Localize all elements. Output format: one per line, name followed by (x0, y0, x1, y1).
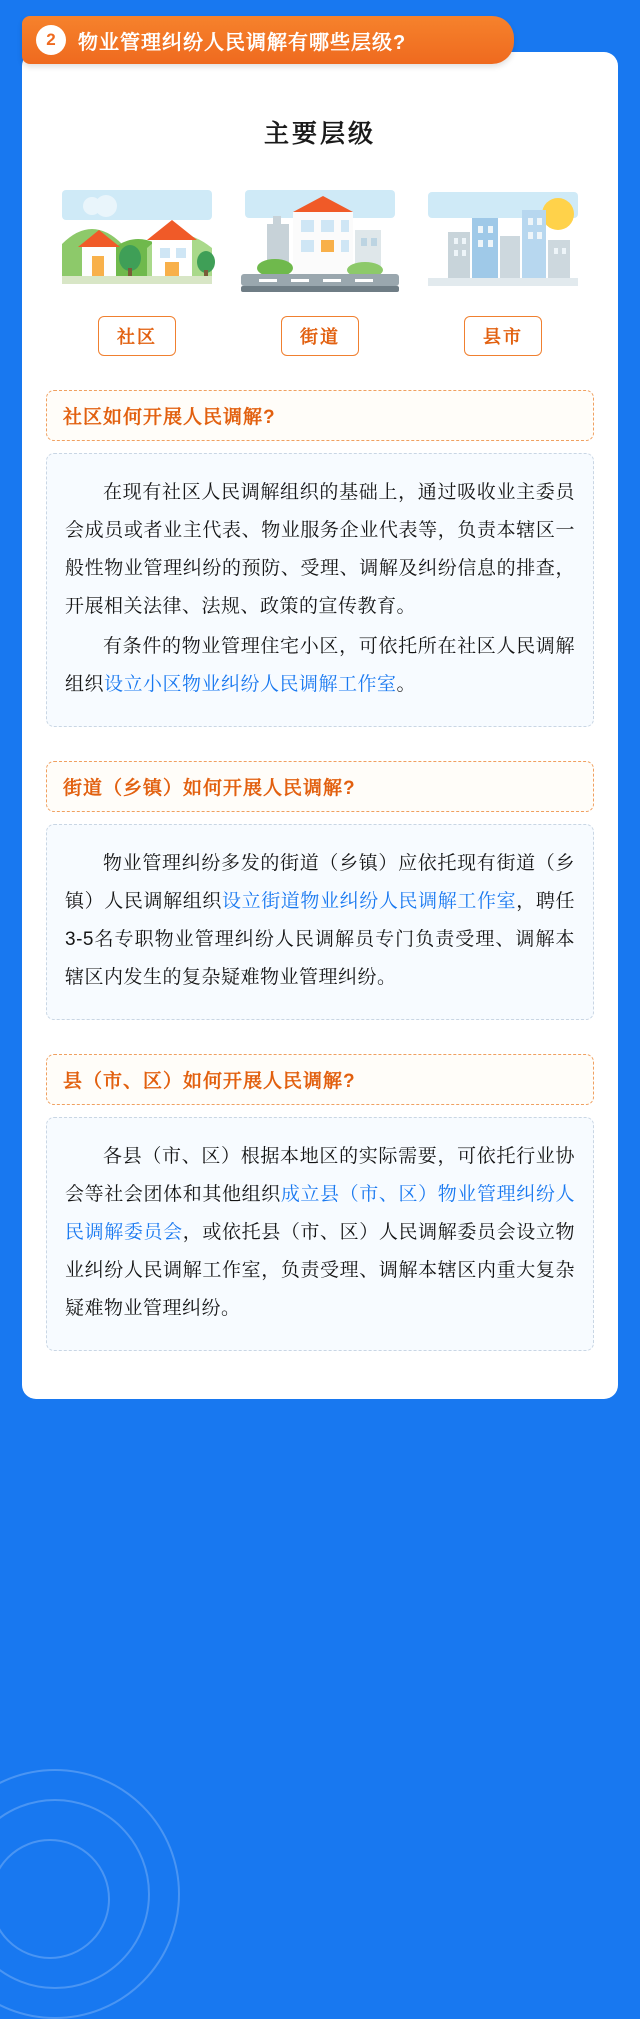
decorative-ring (0, 1799, 150, 1989)
section-title-county: 县（市、区）如何开展人民调解? (46, 1054, 594, 1105)
street-buildings-illustration-svg (235, 184, 405, 302)
level-label-community: 社区 (98, 316, 176, 356)
street-buildings-illustration (235, 184, 405, 302)
content-card (22, 52, 618, 1399)
city-skyline-illustration-svg (418, 184, 588, 302)
highlighted-text: 成立县（市、区）物业管理纠纷人民调解委员会 (65, 1184, 575, 1243)
decorative-ring (0, 1839, 110, 1959)
paragraph (65, 628, 575, 704)
highlighted-text: 设立小区物业纠纷人民调解工作室 (104, 674, 397, 695)
section-body-county (46, 1117, 594, 1351)
body-text: 。 (396, 674, 417, 695)
village-illustration (52, 184, 222, 302)
header-title: 物业管理纠纷人民调解有哪些层级? (78, 31, 407, 54)
body-text: ，聘任3-5名专职物业管理纠纷人民调解员专门负责受理、调解本辖区内发生的复杂疑难物业管理纠纷。 (65, 891, 575, 988)
level-label-street: 街道 (281, 316, 359, 356)
section-title-community: 社区如何开展人民调解? (46, 390, 594, 441)
level-item-county[interactable] (418, 184, 588, 356)
level-item-community[interactable] (52, 184, 222, 356)
paragraph (65, 1138, 575, 1328)
body-text: 有条件的物业管理住宅小区，可依托所在社区人民调解组织 (65, 636, 575, 695)
body-text: ，或依托县（市、区）人民调解委员会设立物业纠纷人民调解工作室，负责受理、调解本辖区内重大复杂疑难物业管理纠纷。 (65, 1222, 575, 1319)
section-county (46, 1054, 594, 1351)
header-banner (22, 16, 514, 64)
body-text: 在现有社区人民调解组织的基础上，通过吸收业主委员会成员或者业主代表、物业服务企业代表等，负责本辖区一般性物业管理纠纷的预防、受理、调解及纠纷信息的排查，开展相关法律、法规、政策的宣传教育。 (65, 482, 575, 617)
section-title-street: 街道（乡镇）如何开展人民调解? (46, 761, 594, 812)
section-street (46, 761, 594, 1020)
section-community (46, 390, 594, 727)
paragraph (65, 474, 575, 626)
paragraph (65, 845, 575, 997)
decorative-ring (0, 1769, 180, 2019)
city-skyline-illustration (418, 184, 588, 302)
section-body-community (46, 453, 594, 727)
level-label-county: 县市 (464, 316, 542, 356)
levels-row (46, 184, 594, 356)
level-item-street[interactable] (235, 184, 405, 356)
header-number-badge: 2 (36, 25, 66, 55)
body-text: 各县（市、区）根据本地区的实际需要，可依托行业协会等社会团体和其他组织 (65, 1146, 575, 1205)
page-title: 主要层级 (263, 120, 376, 148)
section-body-street (46, 824, 594, 1020)
highlighted-text: 设立街道物业纠纷人民调解工作室 (221, 891, 517, 912)
village-illustration-svg (52, 184, 222, 302)
body-text: 物业管理纠纷多发的街道（乡镇）应依托现有街道（乡镇）人民调解组织 (65, 853, 575, 912)
